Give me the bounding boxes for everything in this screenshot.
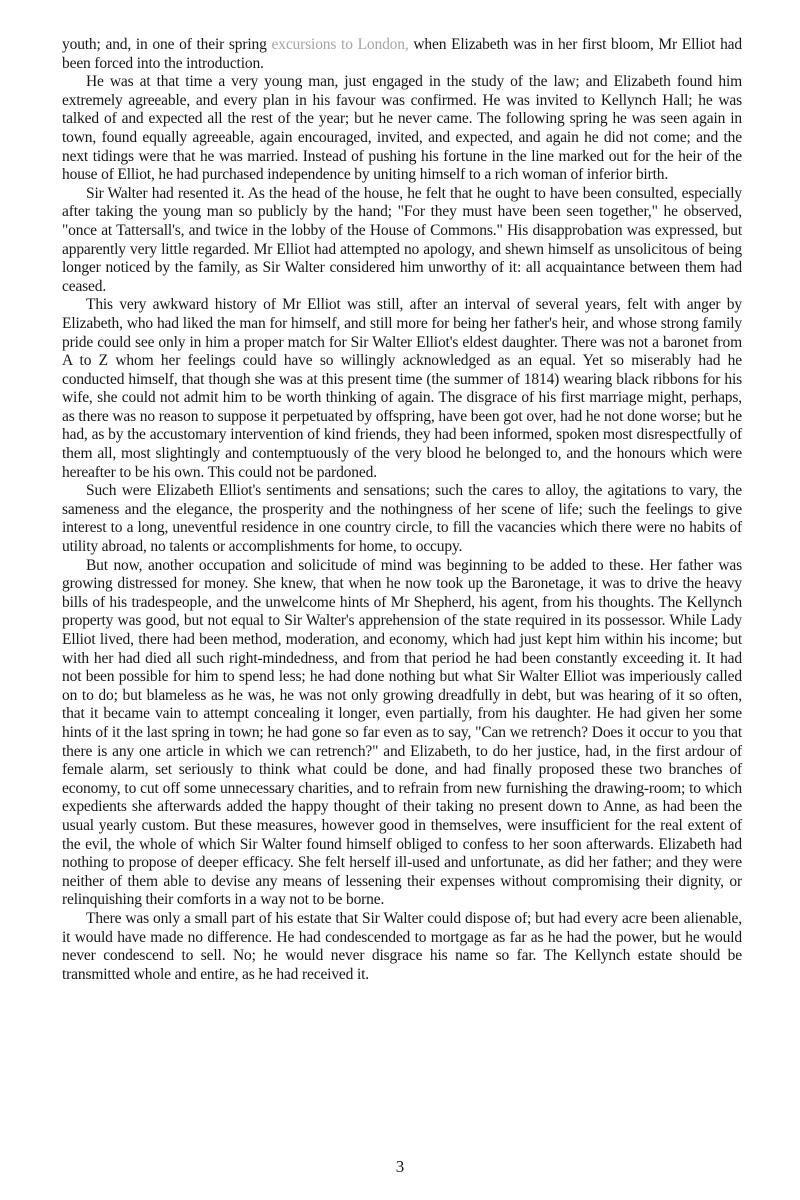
paragraph-text-end: when Elizabeth was in her first bloom, Mr Elliot had been forced into the introduction.	[62, 36, 743, 72]
paragraph-text-start: youth; and, in one of their spring	[62, 36, 272, 53]
paragraph: Such were Elizabeth Elliot's sentiments and sensations; such the cares to alloy, the agitations to vary, the sameness and the elegance, the prosperity and the nothingness of her scene of life; such the feelings to give interest to a long, uneventful residence in one country circle, to fill the vacancies which there were no habits of utility abroad, no talents or accomplishments for home, to occupy.	[62, 482, 742, 556]
paragraph: This very awkward history of Mr Elliot was still, after an interval of several years, felt with anger by Elizabeth, who had liked the man for himself, and still more for being her father's heir, and whose strong family pride could see only in him a proper match for Sir Walter Elliot's eldest daughter. There was not a baronet from A to Z whom her feelings could have so willingly acknowledged as an equal. Yet so miserably had he conducted himself, that though she was at this present time (the summer of 1814) wearing black ribbons for his wife, she could not admit him to be worth thinking of again. The disgrace of his first marriage might, perhaps, as there was no reason to suppose it perpetuated by offspring, have been got over, had he not done worse; but he had, as by the accustomary intervention of kind friends, they had been informed, spoken most disrespectfully of them all, most slightingly and contemptuously of the very blood he belonged to, and the honours which were hereafter to be his own. This could not be pardoned.	[62, 296, 742, 481]
faded-text: excursions to London,	[271, 36, 409, 53]
page-body	[62, 36, 742, 984]
paragraph: Sir Walter had resented it. As the head of the house, he felt that he ought to have been consulted, especially after taking the young man so publicly by the hand; "For they must have been seen together," he observed, "once at Tattersall's, and twice in the lobby of the House of Commons." His disapprobation was expressed, but apparently very little regarded. Mr Elliot had attempted no apology, and shewn himself as unsolicitous of being longer noticed by the family, as Sir Walter considered him unworthy of it: all acquaintance between them had ceased.	[62, 184, 742, 295]
paragraph: There was only a small part of his estate that Sir Walter could dispose of; but had every acre been alienable, it would have made no difference. He had condescended to mortgage as far as he had the power, but he would never condescend to sell. No; he would never disgrace his name so far. The Kellynch estate should be transmitted whole and entire, as he had received it.	[62, 909, 742, 983]
paragraph-continuation	[62, 36, 742, 73]
paragraph: He was at that time a very young man, just engaged in the study of the law; and Elizabeth found him extremely agreeable, and every plan in his favour was confirmed. He was invited to Kellynch Hall; he was talked of and expected all the rest of the year; but he never came. The following spring he was seen again in town, found equally agreeable, again encouraged, invited, and expected, and again he did not come; and the next tidings were that he was married. Instead of pushing his fortune in the line marked out for the heir of the house of Elliot, he had purchased independence by uniting himself to a rich woman of inferior birth.	[62, 73, 742, 184]
page-number: 3	[395, 1157, 405, 1176]
paragraph: But now, another occupation and solicitude of mind was beginning to be added to these. Her father was growing distressed for money. She knew, that when he now took up the Baronetage, it was to drive the heavy bills of his tradespeople, and the unwelcome hints of Mr Shepherd, his agent, from his thoughts. The Kellynch property was good, but not equal to Sir Walter's apprehension of the state required in its possessor. While Lady Elliot lived, there had been method, moderation, and economy, which had just kept him within his income; but with her had died all such right-mindedness, and from that period he had been constantly exceeding it. It had not been possible for him to spend less; he had done nothing but what Sir Walter Elliot was imperiously called on to do; but blameless as he was, he was not only growing dreadfully in debt, but was hearing of it so often, that it became vain to attempt concealing it longer, even partially, from his daughter. He had given her some hints of it the last spring in town; he had gone so far even as to say, "Can we retrench? Does it occur to you that there is any one article in which we can retrench?" and Elizabeth, to do her justice, had, in the first ardour of female alarm, set seriously to think what could be done, and had finally proposed these two branches of economy, to cut off some unnecessary charities, and to refrain from new furnishing the drawing-room; to which expedients she afterwards added the happy thought of their taking no present down to Anne, as had been the usual yearly custom. But these measures, however good in themselves, were insufficient for the real extent of the evil, the whole of which Sir Walter found himself obliged to confess to her soon afterwards. Elizabeth had nothing to propose of deeper efficacy. She felt herself ill-used and unfortunate, as did her father; and they were neither of them able to devise any means of lessening their expenses without compromising their dignity, or relinquishing their comforts in a way not to be borne.	[62, 556, 742, 909]
